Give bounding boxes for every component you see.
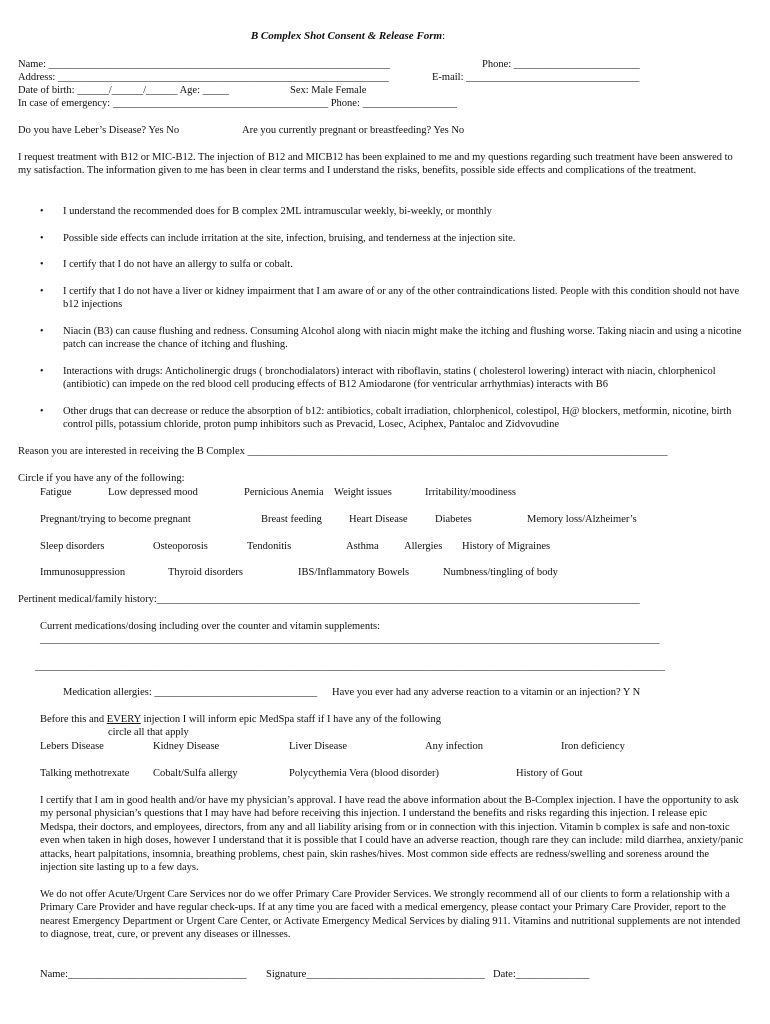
inform-condition-option[interactable]: Any infection [425, 741, 484, 752]
condition-option[interactable]: Asthma [346, 541, 379, 552]
bullet-icon: • [40, 206, 44, 217]
bullet-icon: • [40, 406, 44, 417]
inform-condition-option[interactable]: Kidney Disease [153, 741, 220, 752]
medication-allergies-field[interactable]: Medication allergies: _______________________________ [63, 687, 318, 698]
condition-option[interactable]: Numbness/tingling of body [443, 567, 558, 578]
sex-field[interactable]: Sex: Male Female [290, 85, 367, 96]
address-field[interactable]: Address: _______________________________________________________________ [18, 72, 389, 83]
inform-condition-option[interactable]: Lebers Disease [40, 741, 104, 752]
circle-all-note: circle all that apply [108, 727, 189, 738]
dob-age-field[interactable]: Date of birth: ______/______/______ Age: _____ [18, 85, 229, 96]
condition-option[interactable]: Diabetes [435, 514, 472, 525]
bullet-icon: • [40, 326, 44, 337]
inform-condition-option[interactable]: History of Gout [516, 768, 583, 779]
emergency-contact-field[interactable]: In case of emergency: _________________________________________ Phone: __________________ [18, 98, 458, 109]
bullet-icon: • [40, 366, 44, 377]
phone-field[interactable]: Phone: ________________________ [482, 59, 640, 70]
signature-date-field[interactable]: Date:______________ [493, 969, 590, 980]
condition-option[interactable]: Memory loss/Alzheimer’s [527, 514, 637, 525]
signature-name-field[interactable]: Name:__________________________________ [40, 969, 247, 980]
name-field[interactable]: Name: _________________________________________________________________ [18, 59, 390, 70]
medications-blank-line[interactable]: ________________________________________________________________________________________________________________________ [35, 661, 665, 672]
condition-option[interactable]: Osteoporosis [153, 541, 208, 552]
inform-staff-text: Before this and EVERY injection I will inform epic MedSpa staff if I have any of the following [40, 714, 441, 725]
bullet-icon: • [40, 259, 44, 270]
signature-field[interactable]: Signature__________________________________ [266, 969, 485, 980]
condition-option[interactable]: History of Migraines [462, 541, 551, 552]
medications-label: Current medications/dosing including over the counter and vitamin supplements: [40, 621, 381, 632]
condition-option[interactable]: Breast feeding [261, 514, 322, 525]
condition-option[interactable]: Allergies [404, 541, 443, 552]
treatment-request-paragraph: I request treatment with B12 or MIC-B12. The injection of B12 and MICB12 has been explained to me and my questions regarding such treatment have been answered to my satisfaction. The information given to me has been in clear terms and I understand the risks, benefits, possible side effects and complications of the treatment. [18, 152, 733, 177]
inform-condition-option[interactable]: Liver Disease [289, 741, 348, 752]
condition-option[interactable]: Irritability/moodiness [425, 487, 516, 498]
condition-option[interactable]: Sleep disorders [40, 541, 105, 552]
consent-form-page: B Complex Shot Consent & Release Form: Name: _________________________________________________________________ Phone: ________________________ Address: _______________________________________________________________ E-mail: _________________________________ Date of birth: ______/______/______ Age: _____ Sex: Male Female In case of emergency: _________________________________________ Phone: __________________ Do you have Leber’s Disease? Yes No Are you currently pregnant or breastfeeding? Yes No I request treatment with B12 or MIC-B12. The injection of B12 and MICB12 has been explained to me and my questions regarding such treatment have been answered to my satisfaction. The information given to me has been in clear terms and I understand the risks, benefits, possible side effects and complications of the treatment. • I understand the recommended does for B complex 2ML intramuscular weekly, bi-weekly, or monthly • Possible side effects can include irritation at the site, infection, bruising, and tenderness at the injection site. • I certify that I do not have an allergy to sulfa or cobalt. • I certify that I do not have a liver or kidney impairment that I am aware of or any of the other contraindications listed. People with this condition should not have b12 injections • Niacin (B3) can cause flushing and redness. Consuming Alcohol along with niacin might make the itching and flushing worse. Taking niacin and using a nicotine patch can increase the chance of itching and flushing. • Interactions with drugs: Anticholinergic drugs ( bronchodialators) interact with riboflavin, statins ( cholesterol lowering) interact with niacin, chlorphenicol (antibiotic) can impede on the red blood cell producing effects of B12 Amiodarone (for ventricular arrhythmias) interacts with B6 • Other drugs that can decrease or reduce the absorption of b12: antibiotics, cobalt irradiation, chlorphenicol, colestipol, H@ blockers, metformin, nicotine, birth control pills, potassium chloride, proton pump inhibitors such as Prevacid, Losec, Aciphex, Pantaloc and Zidvovudine Reason you are interested in receiving the B Complex ________________________________________________________________________________ Circle if you have any of the following: Fatigue Low depressed mood Pernicious Anemia Weight issues Irritability/moodiness Pregnant/trying to become pregnant Breast feeding Heart Disease Diabetes Memory loss/Alzheimer’s Sleep disorders Osteoporosis Tendonitis Asthma Allergies History of Migraines Immunosuppression Thyroid disorders IBS/Inflammatory Bowels Numbness/tingling of body Pertinent medical/family history:____________________________________________________________________________________________ Current medications/dosing including over the counter and vitamin supplements: ______________________________________________________________________________________________________________________ ________________________________________________________________________________________________________________________ Medication allergies: _______________________________ Have you ever had any adverse reaction to a vitamin or an injection? Y N Before this and EVERY injection I will inform epic MedSpa staff if I have any of the following circle all that apply Lebers Disease Kidney Disease Liver Disease Any infection Iron deficiency Talking methotrexate Cobalt/Sulfa allergy Polycythemia Vera (blood disorder) History of Gout I certify that I am in good health and/or have my physician’s approval. I have read the above information about the B-Complex injection. I have the opportunity to ask my personal physician’s questions that I may have had before receiving this injection. I understand the benefits and risks regarding this injection. I release epic Medspa, their doctors, and employees, directors, from any and all liability arising from or in connection with this injection. Vitamin b complex is safe and non-toxic even when taken in high doses, however I understand that it is possible that I could have an adverse reaction, though rare they can include: mild diarrhea, anxiety/panic attacks, heart palpitations, insomnia, breathing problems, chest pain, skin rashes/hives. Most common side effects are redness/swelling and soreness around the injection site lasting up to a few days. We do not offer Acute/Urgent Care Services nor do we offer Primary Care Provider Services. We strongly recommend all of our clients to form a relationship with a Primary Care Provider and have regular check-ups. If at any time you are faced with a medical emergency, please contact your Primary Care Provider, report to the nearest Emergency Department or Urgent Care Center, or Activate Emergency Medical Services by dialing 911. Vitamins and nutritional supplements are not intended to diagnose, treat, cure, or prevent any diseases or illnesses. Name:__________________________________ Signature__________________________________ Date:______________ [0, 0, 770, 1024]
condition-option[interactable]: Heart Disease [349, 514, 408, 525]
certification-paragraph: I certify that I am in good health and/or have my physician’s approval. I have read the above information about the B-Complex injection. I have the opportunity to ask my personal physician’s questions that I may have had before receiving this injection. I understand the benefits and risks regarding this injection. I release epic Medspa, their doctors, and employees, directors, from any and all liability arising from or in connection with this injection. Vitamin b complex is safe and non-toxic even when taken in high doses, however I understand that it is possible that I could have an adverse reaction, though rare they can include: mild diarrhea, anxiety/panic attacks, heart palpitations, insomnia, breathing problems, chest pain, skin rashes/hives. Most common side effects are redness/swelling and soreness around the injection site lasting up to a few days. [40, 795, 744, 874]
disclaimer-paragraph: We do not offer Acute/Urgent Care Services nor do we offer Primary Care Provider Services. We strongly recommend all of our clients to form a relationship with a Primary Care Provider and have regular check-ups. If at any time you are faced with a medical emergency, please contact your Primary Care Provider, report to the nearest Emergency Department or Urgent Care Center, or Activate Emergency Medical Services by dialing 911. Vitamins and nutritional supplements are not intended to diagnose, treat, cure, or prevent any diseases or illnesses. [40, 889, 741, 941]
condition-option[interactable]: Pernicious Anemia [244, 487, 324, 498]
condition-option[interactable]: Low depressed mood [108, 487, 198, 498]
condition-option[interactable]: Thyroid disorders [168, 567, 243, 578]
lebers-question[interactable]: Do you have Leber’s Disease? Yes No [18, 125, 180, 136]
inform-condition-option[interactable]: Talking methotrexate [40, 768, 130, 779]
reason-field[interactable]: Reason you are interested in receiving the B Complex ________________________________________________________________________________ [18, 446, 668, 457]
condition-option[interactable]: IBS/Inflammatory Bowels [298, 567, 410, 578]
form-title: B Complex Shot Consent & Release Form: [250, 30, 446, 42]
condition-option[interactable]: Pregnant/trying to become pregnant [40, 514, 191, 525]
email-field[interactable]: E-mail: _________________________________ [432, 72, 640, 83]
every-emphasis: EVERY [106, 714, 141, 725]
condition-option[interactable]: Tendonitis [247, 541, 292, 552]
medical-history-field[interactable]: Pertinent medical/family history:____________________________________________________________________________________________ [18, 594, 640, 605]
condition-option[interactable]: Fatigue [40, 487, 72, 498]
circle-conditions-heading: Circle if you have any of the following: [18, 473, 185, 484]
bullet-icon: • [40, 286, 44, 297]
pregnancy-question[interactable]: Are you currently pregnant or breastfeeding? Yes No [242, 125, 465, 136]
inform-condition-option[interactable]: Cobalt/Sulfa allergy [153, 768, 238, 779]
inform-condition-option[interactable]: Iron deficiency [561, 741, 625, 752]
bullet-icon: • [40, 233, 44, 244]
medications-blank-line[interactable]: ______________________________________________________________________________________________________________________ [40, 634, 660, 645]
inform-condition-option[interactable]: Polycythemia Vera (blood disorder) [289, 768, 439, 779]
adverse-reaction-question[interactable]: Have you ever had any adverse reaction to a vitamin or an injection? Y N [332, 687, 641, 698]
condition-option[interactable]: Weight issues [334, 487, 392, 498]
condition-option[interactable]: Immunosuppression [40, 567, 126, 578]
